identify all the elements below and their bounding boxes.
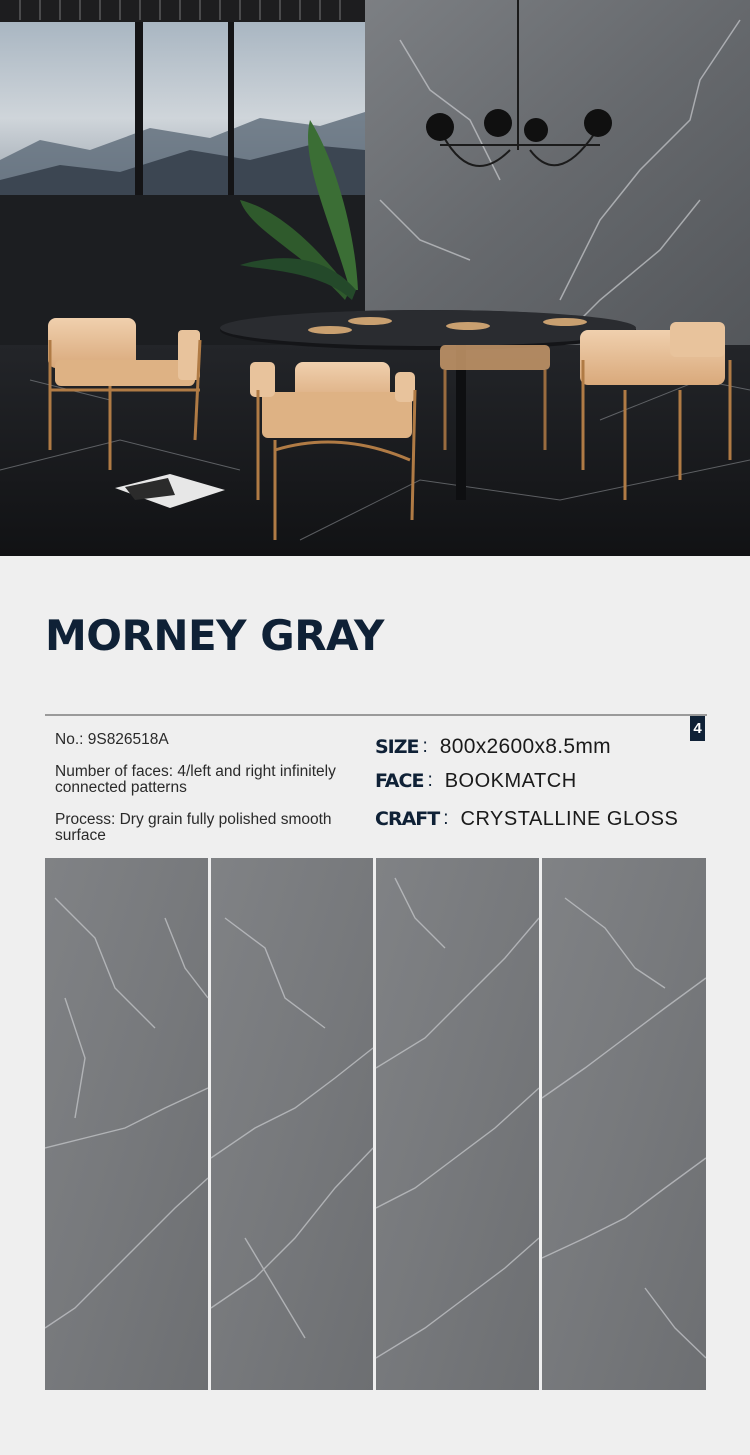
spec-size-key: SIZE bbox=[375, 736, 419, 758]
spec-face-separator: : bbox=[427, 770, 433, 791]
marble-slabs bbox=[45, 858, 706, 1390]
spec-craft-separator: : bbox=[443, 808, 449, 829]
spec-craft-key: CRAFT bbox=[375, 808, 440, 830]
product-title: MORNEY GRAY bbox=[45, 611, 384, 660]
spec-size-row bbox=[375, 734, 611, 760]
slab-1 bbox=[45, 858, 208, 1390]
spec-size-separator: : bbox=[422, 736, 428, 757]
spec-number: No.: 9S826518A bbox=[55, 731, 169, 748]
spec-craft-row bbox=[375, 806, 678, 832]
spec-face-value: BOOKMATCH bbox=[444, 769, 577, 792]
spec-face-key: FACE bbox=[375, 770, 424, 792]
dining-room-scene bbox=[0, 0, 750, 556]
slab-2 bbox=[211, 858, 373, 1390]
marble-slab-images bbox=[45, 858, 706, 1390]
spec-craft-value: CRYSTALLINE GLOSS bbox=[460, 807, 679, 830]
slab-4 bbox=[542, 858, 706, 1390]
divider bbox=[45, 714, 707, 716]
spec-faces: Number of faces: 4/left and right infinitely connected patterns bbox=[55, 763, 336, 796]
slab-3 bbox=[376, 858, 539, 1390]
interior-photo bbox=[0, 0, 750, 556]
face-count-badge: 4 bbox=[690, 716, 705, 741]
spec-size-value: 800x2600x8.5mm bbox=[439, 735, 611, 758]
spec-face-row bbox=[375, 768, 577, 794]
spec-process: Process: Dry grain fully polished smooth surface bbox=[55, 811, 332, 844]
